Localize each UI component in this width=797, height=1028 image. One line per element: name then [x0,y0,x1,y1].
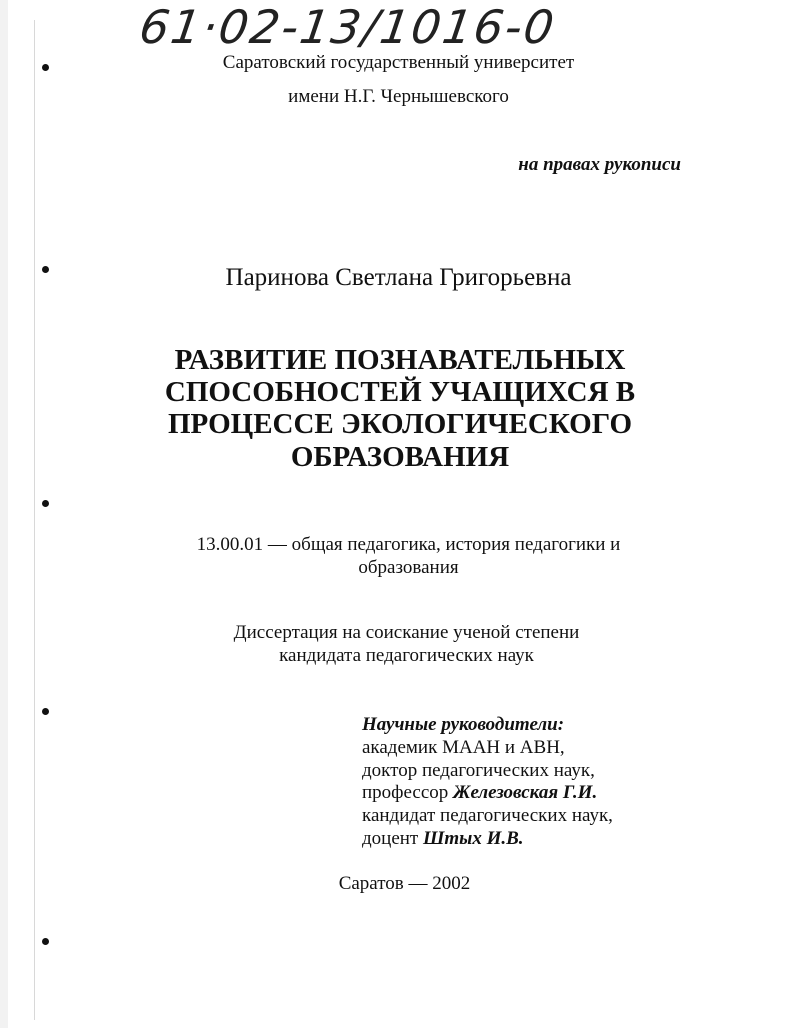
scientific-advisors [362,714,613,851]
advisor-line [362,828,613,851]
title-line: СПОСОБНОСТЕЙ УЧАЩИХСЯ В [164,376,636,409]
degree-line: кандидата педагогических наук [279,644,534,666]
advisor-line [362,782,613,805]
university-name-line2: имени Н.Г. Чернышевского [288,86,509,107]
advisor-title: профессор [362,782,454,804]
title-line: ПРОЦЕССЕ ЭКОЛОГИЧЕСКОГО [167,408,632,441]
city-year: Саратов — 2002 [338,873,471,894]
advisor-line: академик МААН и АВН, [362,736,565,758]
advisor-name: Железовская Г.И. [453,782,598,804]
author-name: Паринова Светлана Григорьевна [225,264,572,291]
manuscript-rights-note: на правах рукописи [518,154,681,175]
dissertation-title [150,344,650,473]
specialty-line: образования [358,556,459,578]
advisor-line: доктор педагогических наук, [362,759,595,781]
advisor-line: кандидат педагогических наук, [362,805,613,827]
degree-line: Диссертация на соискание ученой степени [233,622,580,643]
handwritten-registration-number: 61·02-13/1016-0 [136,0,560,54]
title-line: РАЗВИТИЕ ПОЗНАВАТЕЛЬНЫХ [174,344,626,376]
university-name: Саратовский государственный университет [222,52,575,73]
binding-hole-dot [42,938,49,945]
margin-line [34,20,35,1020]
advisors-heading: Научные руководители: [362,714,565,735]
advisor-name: Штых И.В. [423,827,524,849]
degree-statement [8,622,797,668]
title-line: ОБРАЗОВАНИЯ [290,440,510,473]
advisor-title: доцент [362,827,423,849]
binding-hole-dot [42,708,49,715]
specialty-line: 13.00.01 — общая педагогика, история педагогики и [196,534,621,555]
binding-hole-dot [42,500,49,507]
specialty-code [10,534,797,580]
